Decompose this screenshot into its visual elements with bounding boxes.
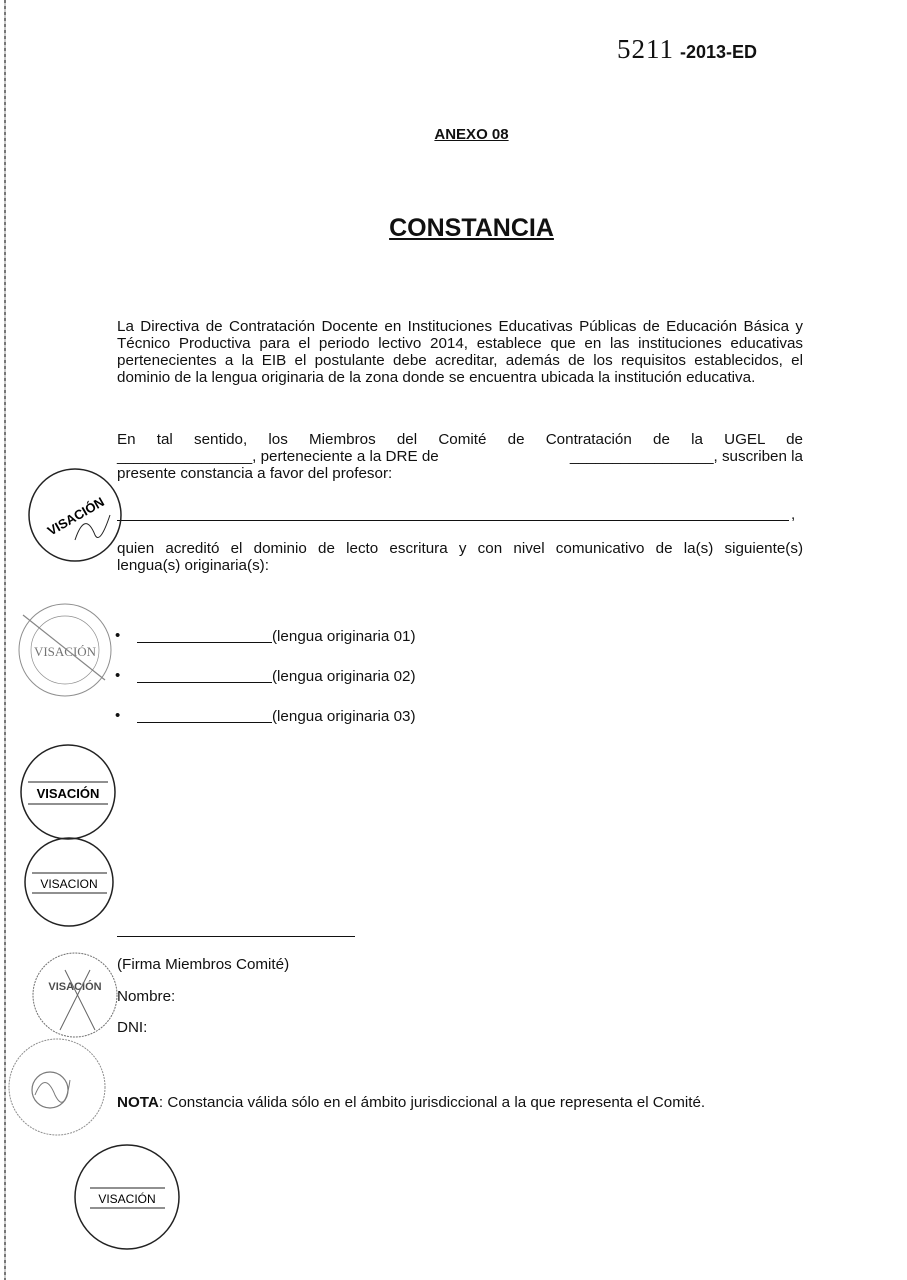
- paragraph-3-line-1: quien acreditó el dominio de lecto escritura y con nivel comunicativo de la(s) siguiente(s): [117, 540, 803, 557]
- bullet-icon: •: [115, 707, 121, 724]
- note-label: NOTA: [117, 1094, 159, 1111]
- dni-label: DNI:: [117, 1019, 148, 1036]
- visacion-stamp: [70, 1140, 185, 1255]
- svg-text:VISACIÓN: VISACIÓN: [36, 786, 100, 801]
- signature-line: [117, 936, 355, 937]
- note: [117, 1094, 705, 1111]
- svg-text:VISACIÓN: VISACIÓN: [44, 494, 107, 539]
- language-blank: [137, 722, 272, 723]
- visacion-stamp: [25, 465, 125, 565]
- ugel-blank-text: ________________, perteneciente a la DRE de: [117, 448, 439, 465]
- doc-number: 5211: [617, 34, 674, 64]
- svg-text:VISACIÓN: VISACIÓN: [98, 1192, 156, 1206]
- ministry-stamp: [5, 1035, 110, 1140]
- bullet-icon: •: [115, 627, 121, 644]
- visacion-stamp: [30, 950, 120, 1040]
- dre-blank-text: _________________, suscriben la: [569, 448, 803, 465]
- teacher-name-blank: [117, 520, 789, 521]
- document-number: [617, 34, 757, 65]
- language-label: (lengua originaria 02): [272, 668, 416, 685]
- note-text: : Constancia válida sólo en el ámbito jurisdiccional a la que representa el Comité.: [158, 1094, 706, 1111]
- svg-text:VISACIÓN: VISACIÓN: [33, 644, 97, 659]
- document-title: CONSTANCIA: [389, 214, 554, 242]
- language-blank: [137, 682, 272, 683]
- language-label: (lengua originaria 03): [272, 708, 416, 725]
- comma: ,: [791, 506, 796, 523]
- visacion-stamp: [15, 600, 115, 700]
- paragraph-2-line-1: En tal sentido, los Miembros del Comité de Contratación de la UGEL de: [117, 431, 803, 448]
- svg-text:VISACION: VISACION: [40, 877, 98, 891]
- bullet-icon: •: [115, 667, 121, 684]
- language-blank: [137, 642, 272, 643]
- paragraph-1: La Directiva de Contratación Docente en Instituciones Educativas Públicas de Educación Básica y Técnico Productiva para el periodo lectivo 2014, establece que en las instituciones educativas pertenecientes a la EIB el postulante debe acreditar, además de los requisitos establecidos, el dominio de la lengua originaria de la zona donde se encuentra ubicada la institución educativa.: [117, 318, 803, 386]
- paragraph-2-line-3: presente constancia a favor del profesor:: [117, 465, 393, 482]
- paragraph-3-line-2: lengua(s) originaria(s):: [117, 557, 269, 574]
- language-label: (lengua originaria 01): [272, 628, 416, 645]
- signature-caption: (Firma Miembros Comité): [117, 956, 290, 973]
- visacion-stamp: [18, 742, 118, 842]
- annex-label: ANEXO 08: [434, 126, 509, 143]
- paragraph-2-line-2: [117, 448, 803, 465]
- name-label: Nombre:: [117, 988, 176, 1005]
- visacion-stamp: [22, 835, 117, 930]
- doc-suffix: -2013-ED: [680, 42, 758, 62]
- svg-text:VISACIÓN: VISACIÓN: [48, 981, 102, 993]
